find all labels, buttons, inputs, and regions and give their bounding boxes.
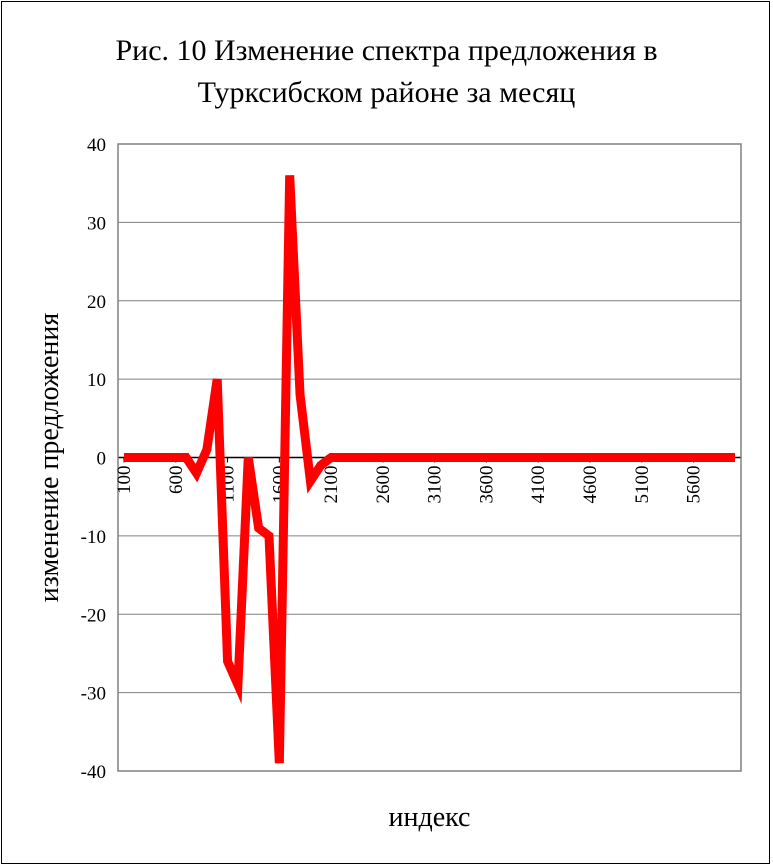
x-tick-label: 5600 xyxy=(683,465,705,504)
x-tick-label: 4600 xyxy=(580,465,602,504)
x-tick-label: 600 xyxy=(165,465,187,494)
x-tick-label: 100 xyxy=(114,465,135,494)
y-axis xyxy=(81,135,106,783)
y-tick-label: -40 xyxy=(80,762,106,783)
y-tick-label: 10 xyxy=(87,370,106,392)
y-tick-label: 0 xyxy=(96,448,106,470)
x-tick-label: 4100 xyxy=(528,465,550,504)
x-tick-label: 2100 xyxy=(321,465,343,504)
x-tick-label: 5100 xyxy=(631,465,653,504)
y-tick-label: 40 xyxy=(87,135,106,156)
chart-title-line-2: Турксибском районе за месяц xyxy=(197,76,576,109)
y-tick-label: -10 xyxy=(80,526,106,548)
y-tick-label: 20 xyxy=(87,291,106,313)
chart-title-line-1: Рис. 10 Изменение спектра предложения в xyxy=(115,34,658,67)
y-tick-label: -30 xyxy=(80,683,106,705)
x-tick-label: 3600 xyxy=(476,465,498,504)
x-axis-label: индекс xyxy=(388,802,471,833)
x-tick-label: 1600 xyxy=(269,465,291,504)
y-tick-label: 30 xyxy=(87,213,106,235)
x-tick-label: 1100 xyxy=(217,465,239,503)
y-tick-label: -20 xyxy=(80,605,106,627)
y-axis-label: изменение предложения xyxy=(34,312,65,603)
x-tick-label: 3100 xyxy=(424,465,446,504)
x-tick-label: 2600 xyxy=(372,465,394,504)
